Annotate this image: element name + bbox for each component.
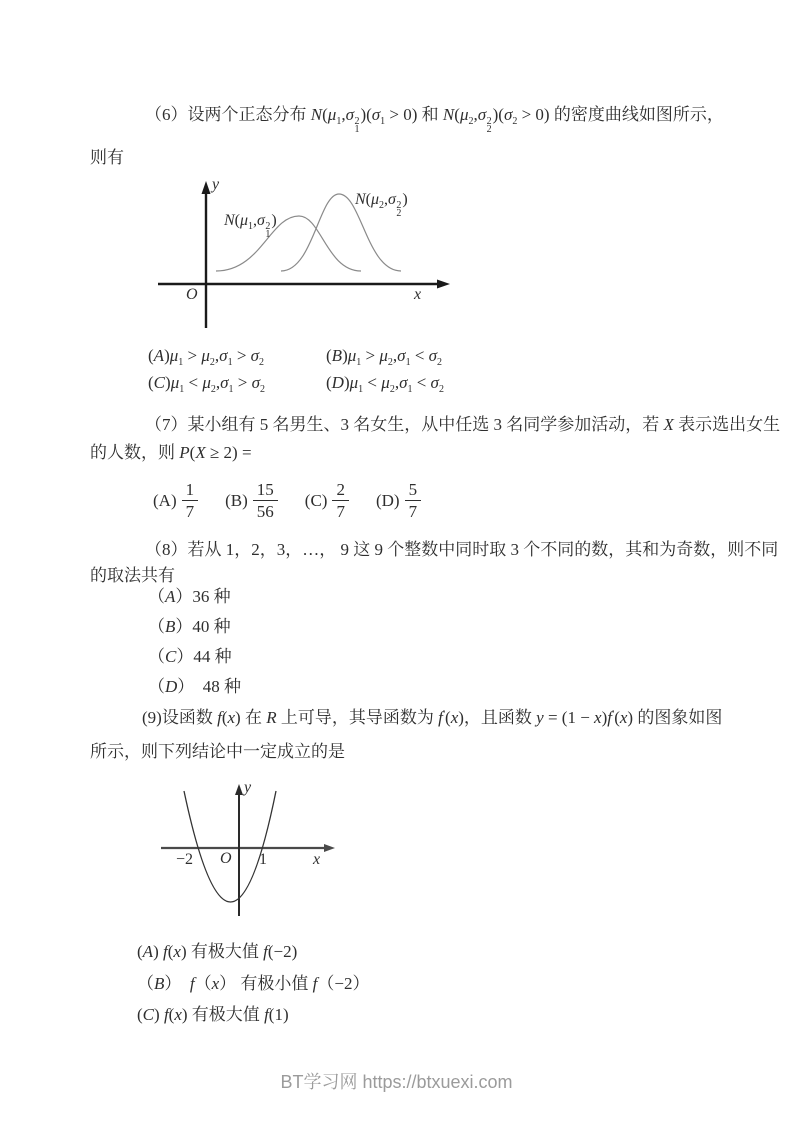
fraction: $\frac{5}{7}$ [405, 479, 422, 522]
q9-stem-line2: 所示，则下列结论中一定成立的是 [90, 742, 345, 761]
q6-origin-label: O [186, 286, 198, 303]
fraction: $\frac{2}{7}$ [332, 479, 349, 522]
x-axis-arrow-icon [324, 844, 335, 852]
q9-y-axis-label: y [244, 779, 252, 796]
q9-options [137, 936, 370, 1030]
q7-option-b: (B) $\frac{15}{56}$ [225, 479, 278, 522]
q6-option-c: $(C)\mu_1 < \mu_2,\sigma_1 > \sigma_2$ [148, 373, 265, 395]
q7-options [153, 479, 421, 522]
q7-option-c: (C) $\frac{2}{7}$ [305, 479, 349, 522]
y-axis-arrow-icon [235, 784, 243, 795]
q8-stem-line2: 的取法共有 [90, 566, 175, 585]
q6-x-axis-label: x [414, 286, 422, 303]
q8-options [148, 582, 241, 702]
q9-origin-label: O [220, 850, 232, 867]
q6-stem-line1: （6）设两个正态分布 $N(\mu_1,\sigma$ 2 1 )$(\sigma_1 > 0)$ 和 $N(\mu_2,\sigma$ 2 2 )$(\sigma_2 > 0)$ 的密度曲线如图所示， [145, 105, 724, 135]
q8-option-a: （A）36 种 [148, 587, 231, 606]
q6-options [148, 344, 444, 395]
footer-watermark: BT学习网 https://btxuexi.com [280, 1072, 513, 1092]
q6-option-b: $(B)\mu_1 > \mu_2,\sigma_1 < \sigma_2$ [326, 346, 443, 368]
fraction: $\frac{15}{56}$ [253, 479, 278, 522]
q9-intercept-right-label: 1 [259, 851, 267, 868]
q6-stem-line2: 则有 [90, 148, 124, 167]
q8-option-c: （C）44 种 [148, 647, 232, 666]
q8-stem-line1: （8）若从 1，2，3，…， 9 这 9 个整数中同时取 3 个不同的数，其和为奇数，则不同 [145, 540, 779, 559]
q7-option-a: (A) $\frac{1}{7}$ [153, 479, 198, 522]
q6-graph-canvas [158, 178, 458, 333]
y-axis-arrow-icon [202, 181, 211, 194]
q6-option-a: $(A)\mu_1 > \mu_2,\sigma_1 > \sigma_2$ [148, 346, 265, 368]
q9-x-axis-label: x [313, 851, 321, 868]
q7-option-d: (D) $\frac{5}{7}$ [376, 479, 421, 522]
q9-option-a: (A) f(x) 有极大值 f(−2) [137, 942, 298, 961]
q6-option-d: $(D)\mu_1 < \mu_2,\sigma_1 < \sigma_2$ [326, 373, 444, 395]
fraction: $\frac{1}{7}$ [182, 479, 199, 522]
q9-parabola [184, 791, 276, 902]
q9-intercept-left-label: −2 [176, 851, 194, 868]
q6-curve2-label: $N(\mu_2,\sigma$ 2 2 ) [355, 191, 408, 219]
q8-option-d: （D） 48 种 [148, 677, 242, 696]
q6-curve1-label: $N(\mu_1,\sigma$ 2 1 ) [224, 212, 277, 240]
q6-graph [158, 178, 458, 333]
q9-graph [158, 781, 343, 921]
q8-option-b: （B）40 种 [148, 617, 231, 636]
q6-y-axis-label: y [212, 176, 220, 193]
q7-stem-line1: （7）某小组有 5 名男生、3 名女生，从中任选 3 名同学参加活动，若 X 表示选出女生 [145, 415, 781, 434]
q7-stem-line2: 的人数，则 P(X ≥ 2) = [90, 443, 252, 462]
q9-option-c: (C) f(x) 有极大值 f(1) [137, 1005, 289, 1024]
q9-option-b: （B） f（x） 有极小值 f（−2） [137, 974, 370, 993]
q9-stem-line1: (9)设函数 f(x) 在 R 上可导，其导函数为 f′(x)，且函数 y = (1 − x)f′(x) 的图象如图 [142, 708, 723, 727]
x-axis-arrow-icon [437, 280, 450, 289]
